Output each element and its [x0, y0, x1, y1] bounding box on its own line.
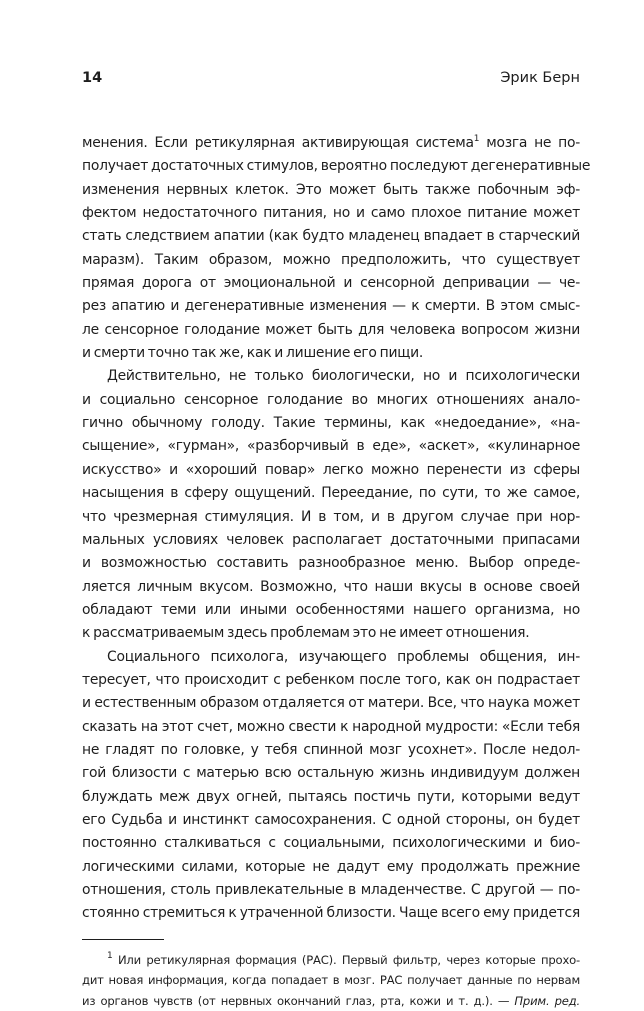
text-line: мальных условиях человек располагает достаточными припасами [82, 531, 580, 548]
text-line: обладают теми или иными особенностями нашего организма, но [82, 601, 580, 618]
text-line: насыщения в сферу ощущений. Переедание, по сути, то же самое, [82, 485, 580, 502]
text-line: ле сенсорное голодание может быть для человека вопросом жизни [82, 321, 580, 338]
text-line: рез апатию и дегенеративные изменения — к смерти. В этом смыс- [82, 298, 580, 315]
text-line: что чрезмерная стимуляция. И в том, и в другом случае при нор- [82, 508, 580, 525]
book-page [82, 70, 591, 1011]
text-line: и социально сенсорное голодание во многих отношениях анало- [82, 391, 580, 408]
text-line: блуждать меж двух огней, пытаясь постичь пути, которыми ведут [82, 788, 580, 805]
footnote-number: 1 [107, 950, 113, 961]
text-line: ляется личным вкусом. Возможно, что наши вкусы в основе своей [82, 578, 580, 595]
text-line: его Судьба и инстинкт самосохранения. С одной стороны, он будет [82, 811, 580, 828]
footnote-line: $^1$ Или ретикулярная формация (РАС). Первый фильтр, через которые прохо- [107, 950, 580, 967]
text-line: фектом недостаточного питания, но и само плохое питание может [82, 205, 580, 222]
text-line: сыщение», «гурман», «разборчивый в еде», «аскет», «кулинарное [82, 438, 580, 455]
text-line: логическими силами, которые не дадут ему продолжать прежние [82, 858, 580, 875]
text-line: получает достаточных стимулов, вероятно последуют дегенеративные [82, 158, 591, 175]
text-line: тересует, что происходит с ребенком после того, как он подрастает [82, 671, 580, 688]
page-number: 14 [82, 70, 103, 86]
footnote [82, 950, 580, 1011]
text-line: стать следствием апатии (как будто младенец впадает в старческий [82, 228, 580, 245]
paragraph-2 [82, 365, 580, 645]
text-line: Действительно, не только биологически, но и психологически [107, 368, 580, 385]
text-line: искусство» и «хороший повар» легко можно перенести из сферы [82, 461, 580, 478]
text-line: и естественным образом отдаляется от матери. Все, что наука может [82, 695, 580, 712]
text-line: постоянно сталкиваться с социальными, психологическими и био- [82, 835, 580, 852]
text-line: и возможностью составить разнообразное меню. Выбор опреде- [82, 555, 580, 572]
body-text [82, 132, 591, 926]
paragraph-1 [82, 132, 591, 365]
footnote-divider [82, 939, 164, 940]
editor-note-label: Прим. ред. [514, 993, 580, 1008]
text-line: и смерти точно так же, как и лишение его пищи. [82, 345, 424, 362]
text-line: стоянно стремиться к утраченной близости. Чаще всего ему придется [82, 905, 580, 922]
paragraph-3 [82, 646, 580, 926]
text-line: Социального психолога, изучающего проблемы общения, ин- [107, 648, 580, 665]
text-line: гой близости с матерью всю остальную жизнь индивидуум должен [82, 765, 580, 782]
text-line: сказать на этот счет, можно свести к народной мудрости: «Если тебя [82, 718, 580, 735]
text-line: гично обычному голоду. Такие термины, как «недоедание», «на- [82, 415, 580, 432]
text-line: изменения нервных клеток. Это может быть также побочным эф- [82, 181, 580, 198]
text-line: к рассматриваемым здесь проблемам это не имеет отношения. [82, 625, 530, 642]
text-line: не гладят по головке, у тебя спинной мозг усохнет». После недол- [82, 741, 580, 758]
text-line: отношения, столь привлекательные в младенчестве. С другой — по- [82, 882, 580, 898]
text-line: прямая дорога от эмоциональной и сенсорной депривации — че- [82, 275, 580, 292]
footnote-marker: 1 [473, 134, 480, 144]
page-header [82, 70, 580, 92]
text-line: менения. Если ретикулярная активирующая система$^1$ мозга не по- [82, 134, 580, 151]
footnote-line: дит новая информация, когда попадает в мозг. РАС получает данные по нервам [82, 973, 580, 988]
footnote-line: из органов чувств (от нервных окончаний глаз, рта, кожи и т. д.). — Прим. ред. [82, 993, 580, 1008]
running-head-author: Эрик Берн [500, 70, 580, 86]
text-line: маразм). Таким образом, можно предположить, что существует [82, 251, 580, 268]
